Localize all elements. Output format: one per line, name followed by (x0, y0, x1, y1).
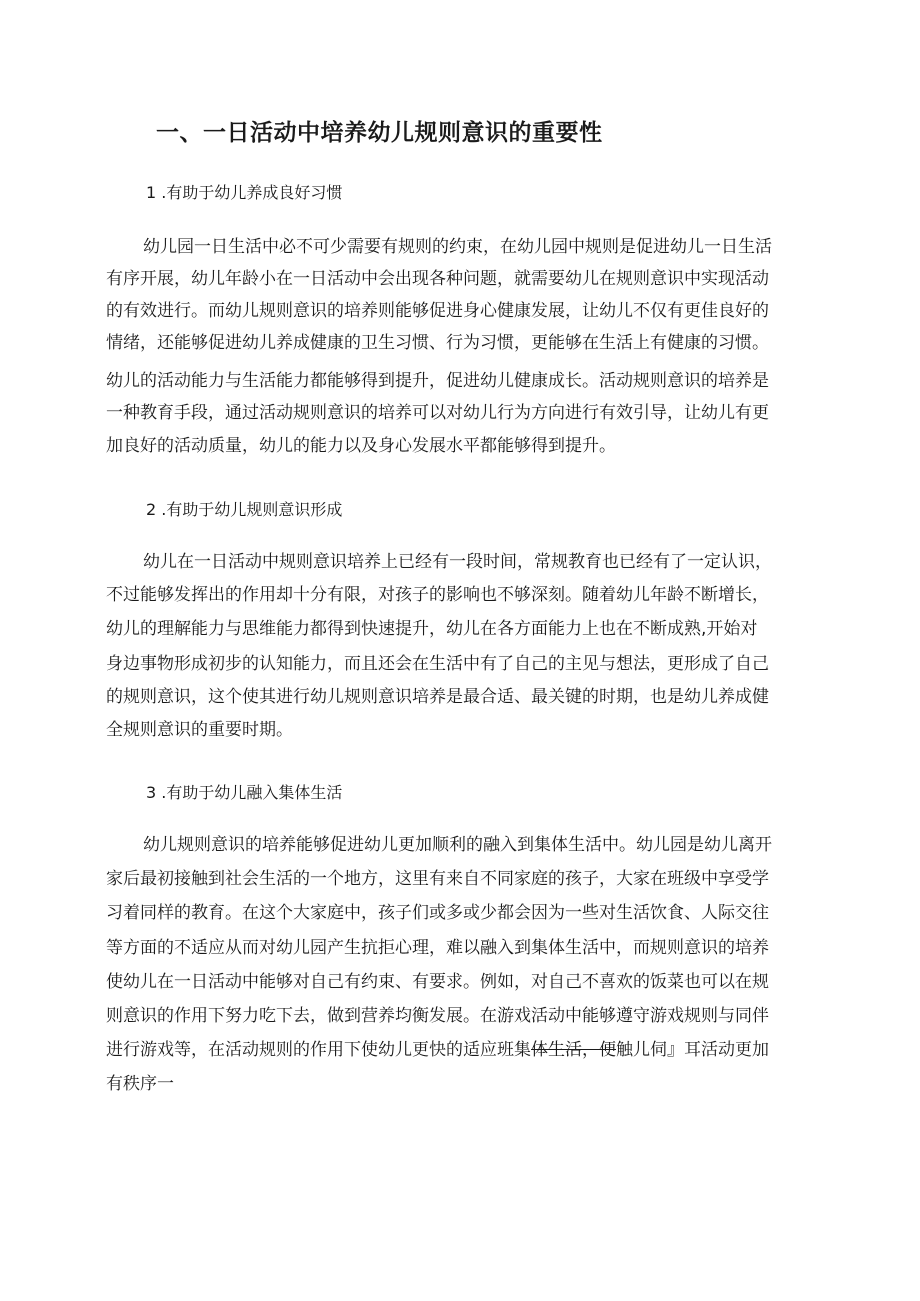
paragraph-line: 幼儿园一日生活中必不可少需要有规则的约束，在幼儿园中规则是促进幼儿一日生活 (143, 237, 772, 257)
paragraph-line: 不过能够发挥出的作用却十分有限，对孩子的影响也不够深刻。随着幼儿年龄不断增长， (106, 585, 769, 605)
paragraph-line: 有秩序一 (106, 1074, 174, 1094)
paragraph-line: 习着同样的教育。在这个大家庭中，孩子们或多或少都会因为一些对生活饮食、人际交往 (106, 903, 769, 923)
paragraph-line: 身边事物形成初步的认知能力，而且还会在生活中有了自己的主见与想法，更形成了自己 (106, 654, 769, 674)
struck-text: 体生活，便 (531, 1040, 616, 1060)
line-end-text: 触儿伺』耳活动更加 (616, 1040, 769, 1060)
paragraph-line-with-strike (106, 1035, 769, 1060)
paragraph-line: 幼儿在一日活动中规则意识培养上已经有一段时间，常规教育也已经有了一定认识， (143, 552, 772, 572)
paragraph-line: 则意识的作用下努力吃下去，做到营养均衡发展。在游戏活动中能够遵守游戏规则与同伴 (106, 1006, 769, 1026)
page-title: 一、一日活动中培养幼儿规则意识的重要性 (156, 120, 603, 146)
section-heading-2: 2 .有助于幼儿规则意识形成 (146, 500, 343, 519)
paragraph-line: 的规则意识，这个使其进行幼儿规则意识培养是最合适、最关键的时期，也是幼儿养成健 (106, 687, 769, 707)
line-start-text: 进行游戏等，在活动规则的作用下使幼儿更快的适应班集 (106, 1040, 531, 1060)
paragraph-line: 使幼儿在一日活动中能够对自己有约束、有要求。例如，对自己不喜欢的饭菜也可以在规 (106, 972, 769, 992)
paragraph-line: 全规则意识的重要时期。 (106, 720, 293, 740)
paragraph-line: 幼儿的活动能力与生活能力都能够得到提升，促进幼儿健康成长。活动规则意识的培养是 (106, 371, 769, 391)
paragraph-line: 加良好的活动质量，幼儿的能力以及身心发展水平都能够得到提升。 (106, 436, 616, 456)
paragraph-line: 的有效进行。而幼儿规则意识的培养则能够促进身心健康发展，让幼儿不仅有更佳良好的 (106, 301, 769, 321)
paragraph-line: 等方面的不适应从而对幼儿园产生抗拒心理，难以融入到集体生活中，而规则意识的培养 (106, 938, 769, 958)
paragraph-line: 幼儿规则意识的培养能够促进幼儿更加顺利的融入到集体生活中。幼儿园是幼儿离开 (143, 835, 772, 855)
paragraph-line: 家后最初接触到社会生活的一个地方，这里有来自不同家庭的孩子，大家在班级中享受学 (106, 869, 769, 889)
paragraph-line: 有序开展，幼儿年龄小在一日活动中会出现各种问题，就需要幼儿在规则意识中实现活动 (106, 269, 769, 289)
paragraph-line: 情绪，还能够促进幼儿养成健康的卫生习惯、行为习惯，更能够在生活上有健康的习惯。 (106, 333, 769, 353)
section-heading-3: 3 .有助于幼儿融入集体生活 (146, 783, 343, 802)
paragraph-line: 幼儿的理解能力与思维能力都得到快速提升，幼儿在各方面能力上也在不断成熟,开始对 (106, 619, 758, 639)
section-heading-1: 1 .有助于幼儿养成良好习惯 (146, 183, 343, 202)
paragraph-line: 一种教育手段，通过活动规则意识的培养可以对幼儿行为方向进行有效引导，让幼儿有更 (106, 403, 769, 423)
